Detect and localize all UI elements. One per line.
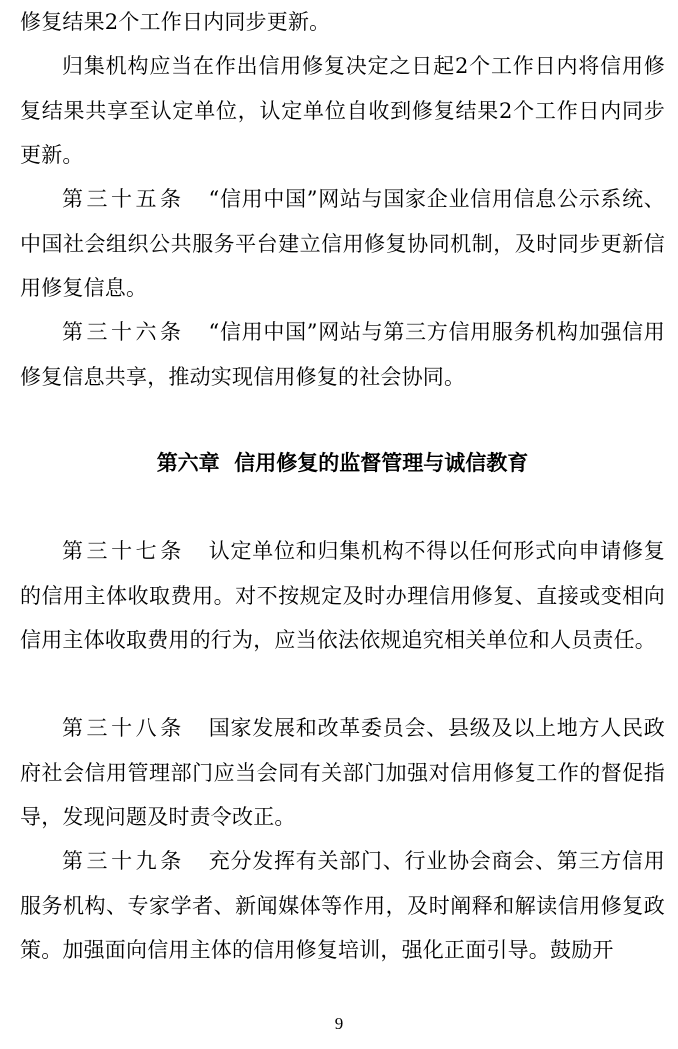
paragraph-sharing-result: 归集机构应当在作出信用修复决定之日起2个工作日内将信用修复结果共享至认定单位，认定单位自收到修复结果2个工作日内同步更新。 bbox=[20, 54, 665, 167]
article-text: 国家发展和改革委员会、县级及以上地方人民政府社会信用管理部门应当会同有关部门加强对信用修复工作的督促指导，发现问题及时责令改正。 bbox=[20, 716, 666, 829]
article-38 bbox=[20, 706, 665, 840]
article-text: 充分发挥有关部门、行业协会商会、第三方信用服务机构、专家学者、新闻媒体等作用，及时阐释和解读信用修复政策。加强面向信用主体的信用修复培训，强化正面引导。鼓励开 bbox=[20, 849, 666, 962]
article-37 bbox=[20, 529, 665, 663]
article-number: 第三十八条 bbox=[62, 716, 185, 740]
article-number: 第三十七条 bbox=[62, 539, 185, 563]
article-36 bbox=[20, 310, 665, 399]
article-number: 第三十五条 bbox=[62, 187, 185, 211]
article-number: 第三十九条 bbox=[62, 849, 185, 873]
page-number: 9 bbox=[334, 1014, 344, 1033]
article-text: “信用中国”网站与国家企业信用信息公示系统、中国社会组织公共服务平台建立信用修复协同机制，及时同步更新信用修复信息。 bbox=[20, 187, 666, 300]
article-39 bbox=[20, 839, 665, 973]
paragraph-continuation: 修复结果2个工作日内同步更新。 bbox=[20, 10, 331, 34]
article-text: “信用中国”网站与第三方信用服务机构加强信用修复信息共享，推动实现信用修复的社会协同。 bbox=[20, 320, 666, 389]
chapter-title: 第六章 信用修复的监督管理与诚信教育 bbox=[156, 451, 529, 475]
article-text: 认定单位和归集机构不得以任何形式向申请修复的信用主体收取费用。对不按规定及时办理信用修复、直接或变相向信用主体收取费用的行为，应当依法依规追究相关单位和人员责任。 bbox=[20, 539, 666, 652]
article-number: 第三十六条 bbox=[62, 320, 185, 344]
article-35 bbox=[20, 177, 665, 311]
